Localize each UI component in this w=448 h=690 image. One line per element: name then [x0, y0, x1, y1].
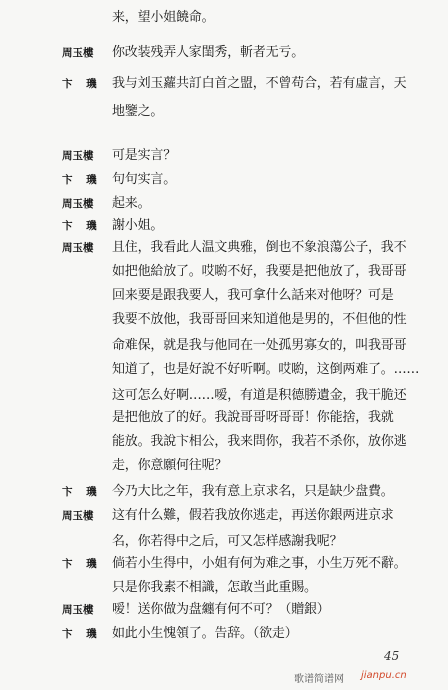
dialogue-line: 句句实言。 [112, 172, 177, 187]
dialogue-line: 如把他給放了。哎喲不好，我要是把他放了，我哥哥 [112, 264, 407, 279]
dialogue-line: 起来。 [112, 196, 151, 211]
dialogue-line: 命难保，就是我与他同在一处孤男寡女的，叫我哥哥 [112, 338, 407, 353]
page-number: 45 [384, 649, 400, 663]
dialogue-line: 是把他放了的好。我說哥哥呀哥哥！你能捨，我就 [112, 410, 394, 425]
dialogue-line: 走，你意願何往呢？ [112, 458, 228, 473]
speaker-name: 周玉樓 [62, 47, 94, 59]
dialogue-line: 回来要是跟我要人，我可拿什么話来对他呀？可是 [112, 288, 394, 303]
dialogue-line: 知道了，也是好說不好听啊。哎喲，这倒两难了。…… [112, 362, 420, 377]
dialogue-line: 名，你若得中之后，可又怎样感謝我呢？ [112, 534, 343, 549]
speaker-name: 卞 璣 [62, 628, 102, 640]
dialogue-line: 倘若小生得中，小姐有何为难之事，小生万死不辭。 [112, 556, 407, 571]
dialogue-line: 只是你我素不相識，怎敢当此重賜。 [112, 580, 317, 595]
dialogue-line: 这可怎么好啊……嗳，有道是积德勝遺金，我干脆还 [112, 388, 407, 403]
watermark-text-chinese: 歌谱简谱网 [294, 674, 344, 685]
dialogue-line: 来，望小姐饒命。 [112, 10, 215, 25]
dialogue-line: 我与刘玉蘿共訂白首之盟，不曾苟合，若有虛言，天 [112, 76, 407, 91]
speaker-name: 周玉樓 [62, 198, 94, 210]
speaker-name: 卞 璣 [62, 486, 102, 498]
speaker-name: 周玉樓 [62, 604, 94, 616]
dialogue-line: 这有什么難，假若我放你逃走，再送你銀两进京求 [112, 508, 394, 523]
speaker-name: 周玉樓 [62, 242, 94, 254]
speaker-name: 卞 璣 [62, 220, 102, 232]
dialogue-line: 今乃大比之年，我有意上京求名，只是缺少盘費。 [112, 484, 394, 499]
dialogue-line: 能放。我說卞相公，我来問你，我若不杀你，放你逃 [112, 434, 407, 449]
dialogue-line: 如此小生愧領了。告辞。（欲走） [112, 626, 298, 641]
dialogue-line: 且住，我看此人温文典雅，倒也不象浪蕩公子，我不 [112, 240, 407, 255]
dialogue-line: 地鑒之。 [112, 104, 164, 119]
dialogue-line: 嗳！送你做为盘纏有何不可？（贈銀） [112, 602, 330, 617]
dialogue-line: 可是实言？ [112, 148, 177, 163]
dialogue-line: 我要不放他，我哥哥回来知道他是男的，不但他的性 [112, 312, 407, 327]
dialogue-line: 你改装残弄人家閨秀，斬者无亏。 [112, 45, 305, 60]
speaker-name: 周玉樓 [62, 150, 94, 162]
speaker-name: 卞 璣 [62, 78, 102, 90]
speaker-name: 卞 璣 [62, 558, 102, 570]
watermark-text-url: jianpu.cn [361, 670, 407, 681]
dialogue-line: 謝小姐。 [112, 218, 164, 233]
speaker-name: 卞 璣 [62, 174, 102, 186]
speaker-name: 周玉樓 [62, 510, 94, 522]
